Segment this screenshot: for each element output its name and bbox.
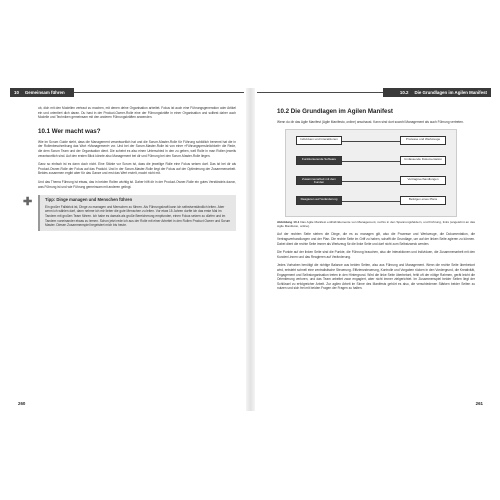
figure-connector-2 xyxy=(342,161,400,162)
right-page xyxy=(257,88,491,411)
left-chapter-number: 10 xyxy=(14,90,19,95)
right-paragraph-2: Die Punkte auf der linken Seite sind die Punkte, die Führung brauchen, also die Interaktionen und Individuen, die Zusammenarbeit mit den Kunden/-innen und das Reagieren auf Veränderung. xyxy=(277,250,475,259)
right-section-title: Die Grundlagen im Agilen Manifest xyxy=(414,90,487,95)
right-head-rule xyxy=(257,92,385,93)
right-section-number: 10.2 xyxy=(399,90,409,95)
figure-caption xyxy=(277,220,475,229)
left-chapter-title: Gemeinsam führen xyxy=(24,90,65,95)
right-paragraph-1: Auf der rechten Seite stehen die Dinge, die es zu managen gilt, also die Prozesse und Werkzeuge, die Dokumentation, die Vertragsverhandlungen und der Plan. Die rechte Seite im Griff zu haben, schafft die Grundlage, um auf der linken Seite agieren zu können. Dabei dient die rechte Seite immer als Werkzeug für die linke Seite und darf nicht zum Selbstzweck werden. xyxy=(277,232,475,246)
left-paragraph-1: Wie im Scrum Guide steht, dass die Management verantwortlich hat und die Scrum-Master-Rolle für Führung schildlich benennt hat die in der Rollenbeschreibung das Wort »Management« vor. Und bei der Scrum-Master-Rolle ist von einer »Führungspersönlichkeit« die Rede, die dem Scrum Team und der Organisation dient. Die scheint es also einen Unterschied in den zu geben, weil Rolle in man Rollen jeweils verantwortlich sind. Auf den ersten Blick könnte also Management bei dir und Führung bei den Scrum-Master-Rolle liegen. xyxy=(38,139,236,158)
right-paragraph-3: Jedes Vorhaben benötigt die richtige Balance aus beiden Seiten, also aus Führung und Management. Wenn die rechte Seite überbetont wird, entsteht schnell eine zentralistische Steuerung. Effizienzsteuerung, Kontrolle und Vorgaben rücken in den Vordergrund, die Kreativität, Engagement und Selbstorganisation treten in den Hintergrund. Wird die linke Seite überbetont, fehlt oft der nötige Rahmen, gerät leicht die Orientierung verloren, und das Team arbeitet zwar engagiert, aber nicht immer zielgerichtet. Im Zusammenspiel beider Seiten liegt der Schlüssel zu erfolgreicher Arbeit. Zur agilen Arbeit im Sinne des Manifests gehört es also, die verschiedenen Stärken beider Seiten zu nutzen und sich frei mit beiden Fragen der Fragen zu halten. xyxy=(277,263,475,291)
left-page-number: 260 xyxy=(18,401,26,406)
left-intro-paragraph: ob, dich mit den Modellen vertraut zu machen, mit denen deine Organisation arbeitet. Fokus ist auch eine Führungsgeneration oder Artikel ein und orientiert dich daran. Du hast in der Product-Owner-Rolle eine der Führungskräfte in einer Organisation und solltest daher auch Modelle und Techniken gemeinsam mit den anderen Führungskräften anwenden. xyxy=(38,106,236,120)
figure-right-box-3: Vertragsverhandlungen xyxy=(400,176,446,185)
left-paragraph-3: Und das Thema Führung ist etwas, das in beiden Rollen wichtig ist. Daher hilft dir in der Product-Owner-Rolle ein gutes Verständnis davon, was Führung ist und wie Führung gemeinsam mit anderen gelingt. xyxy=(38,179,236,189)
left-head-rule xyxy=(74,92,244,93)
tip-title: Tipp: Dinge managen und Menschen führen xyxy=(45,197,133,203)
figure-right-box-2: Umfassende Dokumentation xyxy=(400,156,446,165)
figure-connector-4 xyxy=(342,201,400,202)
figure-left-box-2: Funktionierende Software xyxy=(296,156,342,165)
figure-left-box-3: Zusammenarbeit mit dem Kunden xyxy=(296,176,342,185)
figure-right-box-1: Prozesse und Werkzeuge xyxy=(400,136,446,145)
tip-box xyxy=(23,195,236,231)
book-gutter xyxy=(246,88,255,411)
section-heading-10-1: 10.1 Wer macht was? xyxy=(38,127,101,135)
left-page xyxy=(10,88,244,411)
figure-caption-text: Das Agile Manifest enthält Elemente von Management, rechts in den Spannungsfeldern, und Führung, links (angelehnt an das Agile Manifesto, online). xyxy=(277,219,475,228)
right-running-head xyxy=(383,88,491,97)
left-paragraph-2: Ganz so einfach ist es dann doch nicht. Eine Stärke vor Scrum ist, dass die jeweilige Rolle eine Fokus setzen darf. Das ist bei dir als Product-Owner-Rolle der Fokus auf das Produkt. Und in der Scrum-Master-Rolle liegt der Fokus auf der Optimierung der Zusammenarbeit. Beides zusammen ergibt aber für das Ganze und erst das Wert erzielt, macht nicht mit. xyxy=(38,162,236,176)
left-body xyxy=(23,106,236,237)
plus-icon: ✚ xyxy=(23,196,33,209)
left-running-head xyxy=(10,88,74,97)
figure-connector-1 xyxy=(342,141,400,142)
figure-right-box-4: Befolgen eines Plans xyxy=(400,196,446,205)
figure-caption-label: Abbildung 10.1 xyxy=(277,219,300,224)
agile-manifest-figure xyxy=(285,129,457,217)
figure-left-box-4: Reagieren auf Veränderung xyxy=(296,196,342,205)
right-page-number: 261 xyxy=(475,401,483,406)
right-intro-paragraph: Wenn du dir das Agile Manifest (Agile Manifesto, online) anschaust. Kann sind dort sowohl Management als auch Führung vertreten. xyxy=(277,120,464,124)
right-body xyxy=(277,106,475,295)
section-heading-10-2: 10.2 Die Grundlagen im Agilen Manifest xyxy=(277,108,393,115)
figure-left-box-1: Individuen und Interaktionen xyxy=(296,136,342,145)
figure-connector-3 xyxy=(342,181,400,182)
tip-text: Ein großer Fallstrick ist, Dinge zu managen und Menschen zu führen. Als Führungskraft kann ich selbstverständlich leiten. Aber wenn ich wählen darf, dann nehme ich mir lieber die gute Menschen zu leiten. Vor etwa 15 Jahren durfte ich das erste Mal im Tandem mit großen Team führen. Ich habe es damals als große Bereicherung empfunden, einen Fokus setzen zu dürfen und im Tandem voneinander etwas zu lernen. Schon jetzt rede ich aus der Rolle mit einer Arbeitet in den Rollen Product Owner und Scrum Master. Diesen Zusammenspiel begeistert mich bis heute. xyxy=(45,204,231,228)
